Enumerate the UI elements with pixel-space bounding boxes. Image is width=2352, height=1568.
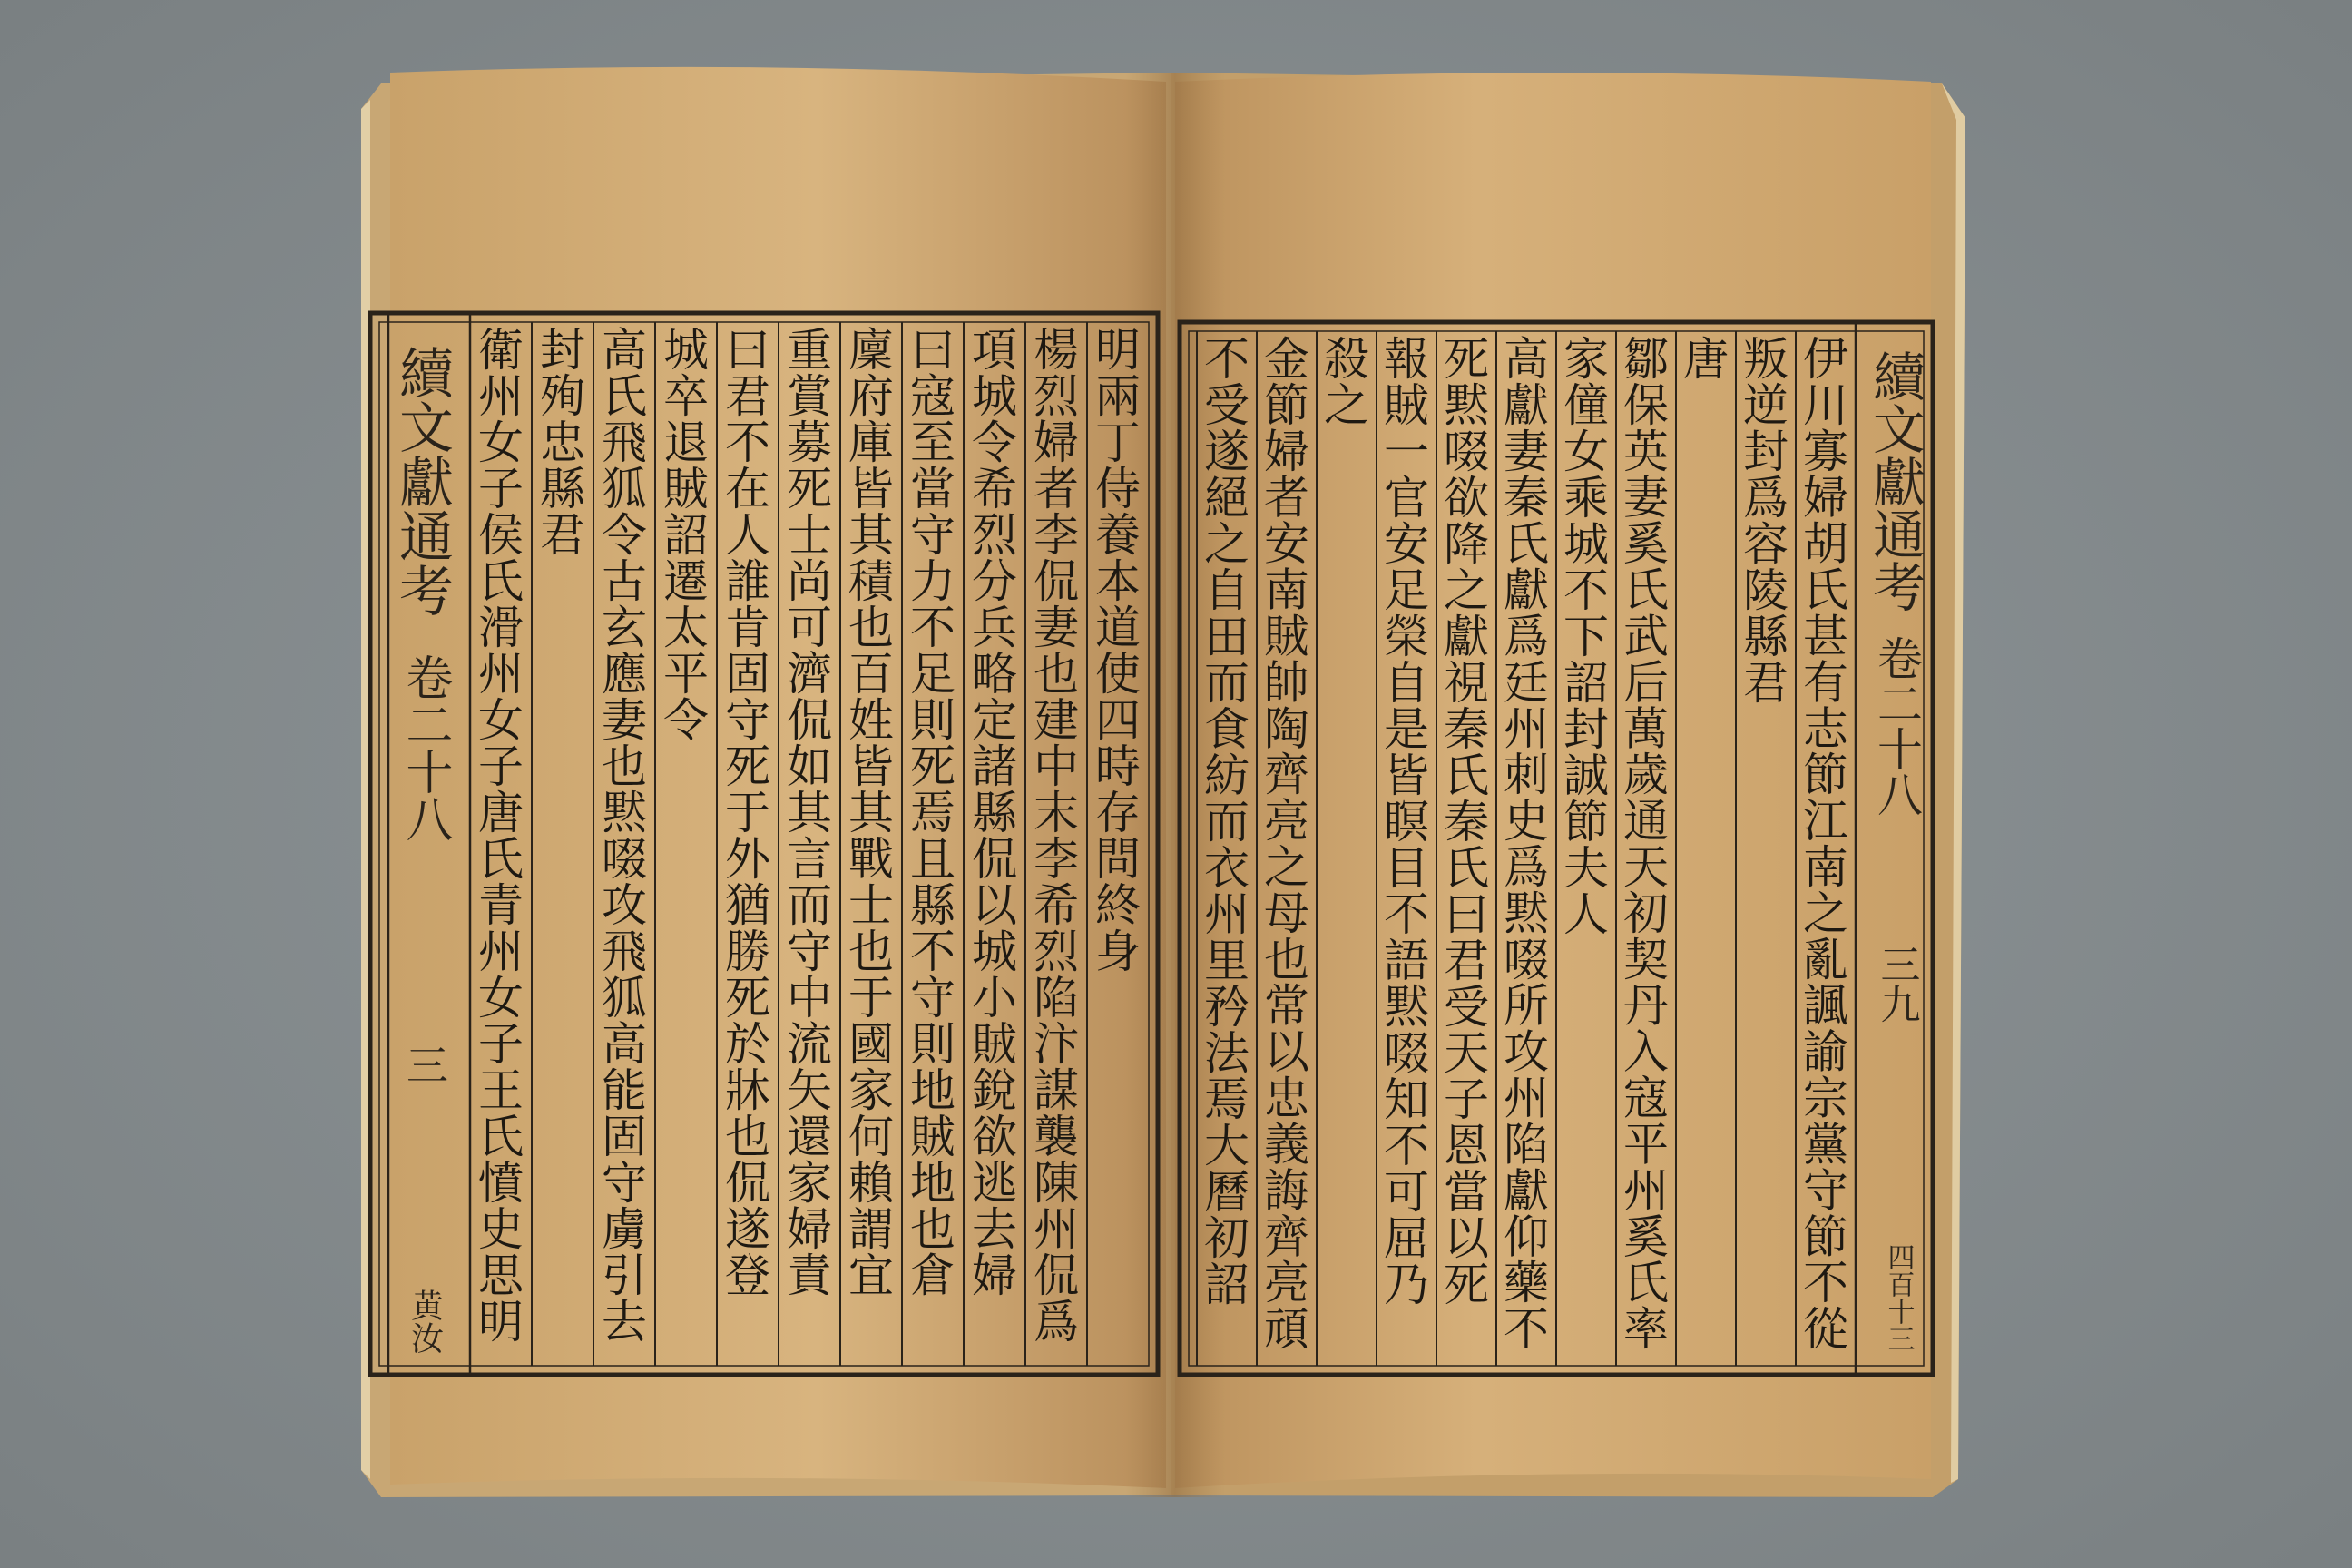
left-column-text: 高氏飛狐令古玄應妻也黙啜攻飛狐高能固守虜引去	[602, 324, 647, 1348]
left-column-text: 廩府庫皆其積也百姓皆其戰士也于國家何賴謂宜	[848, 324, 894, 1302]
left-column-text: 楊烈婦者李侃妻也建中末李希烈陷汴謀襲陳州侃爲	[1034, 324, 1079, 1348]
right-column-text: 叛逆封爲容陵縣君	[1743, 333, 1788, 710]
right-column-text: 家僮女乘城不下詔封誠節夫人	[1563, 333, 1609, 941]
right-margin-bottom: 四百十三	[1882, 1243, 1915, 1352]
left-margin-leaf: 三	[400, 1044, 449, 1085]
right-column-text: 唐	[1683, 333, 1729, 386]
left-column-text: 項城令希烈分兵略定諸縣侃以城小賊銳欲逃去婦	[972, 324, 1017, 1302]
left-column-text: 曰君不在人誰肯固守死于外猶勝死於牀也侃遂登	[725, 324, 770, 1302]
right-margin-leaf: 三九	[1873, 944, 1920, 1024]
left-margin-volume: 卷二十八	[397, 653, 452, 842]
left-column-text: 明兩丁侍養本道使四時存問終身	[1095, 324, 1141, 978]
left-column-text: 城卒退賊詔遷太平令	[663, 324, 709, 747]
right-column-text: 死黙啜欲降之獻視秦氏秦氏曰君受天子恩當以死	[1444, 333, 1489, 1311]
right-margin-volume: 卷二十八	[1870, 635, 1923, 817]
right-column-text: 報賊一官安足榮自是皆瞑目不語黙啜知不可屈乃	[1384, 333, 1429, 1311]
left-margin-bottom: 黄汝	[406, 1289, 444, 1354]
right-column-text: 殺之	[1324, 333, 1369, 432]
left-column-text: 曰寇至當守力不足則死焉且縣不守則地賊地也倉	[910, 324, 956, 1302]
right-column-text: 金節婦者安南賊帥陶齊亮之母也常以忠義誨齊亮頑	[1264, 333, 1309, 1357]
left-margin-title: 續文獻通考	[390, 345, 454, 617]
right-margin-title: 續文獻通考	[1864, 349, 1926, 612]
right-column-text: 伊川寡婦胡氏甚有志節江南之亂諷諭宗黨守節不從	[1803, 333, 1848, 1357]
right-column-text: 高獻妻秦氏獻爲廷州刺史爲黙啜所攻州陷獻仰藥不	[1504, 333, 1549, 1357]
right-column-text: 鄒保英妻奚氏武后萬歲通天初契丹入寇平州奚氏率	[1623, 333, 1669, 1357]
right-column-text: 不受遂絕之自田而食紡而衣州里矜法焉大曆初詔	[1204, 333, 1250, 1311]
left-column-text: 封殉忠縣君	[540, 324, 585, 562]
left-column-text: 重賞募死士尚可濟侃如其言而守中流矢還家婦責	[787, 324, 832, 1302]
left-column-text: 衛州女子侯氏滑州女子唐氏青州女子王氏憤史思明	[478, 324, 524, 1348]
